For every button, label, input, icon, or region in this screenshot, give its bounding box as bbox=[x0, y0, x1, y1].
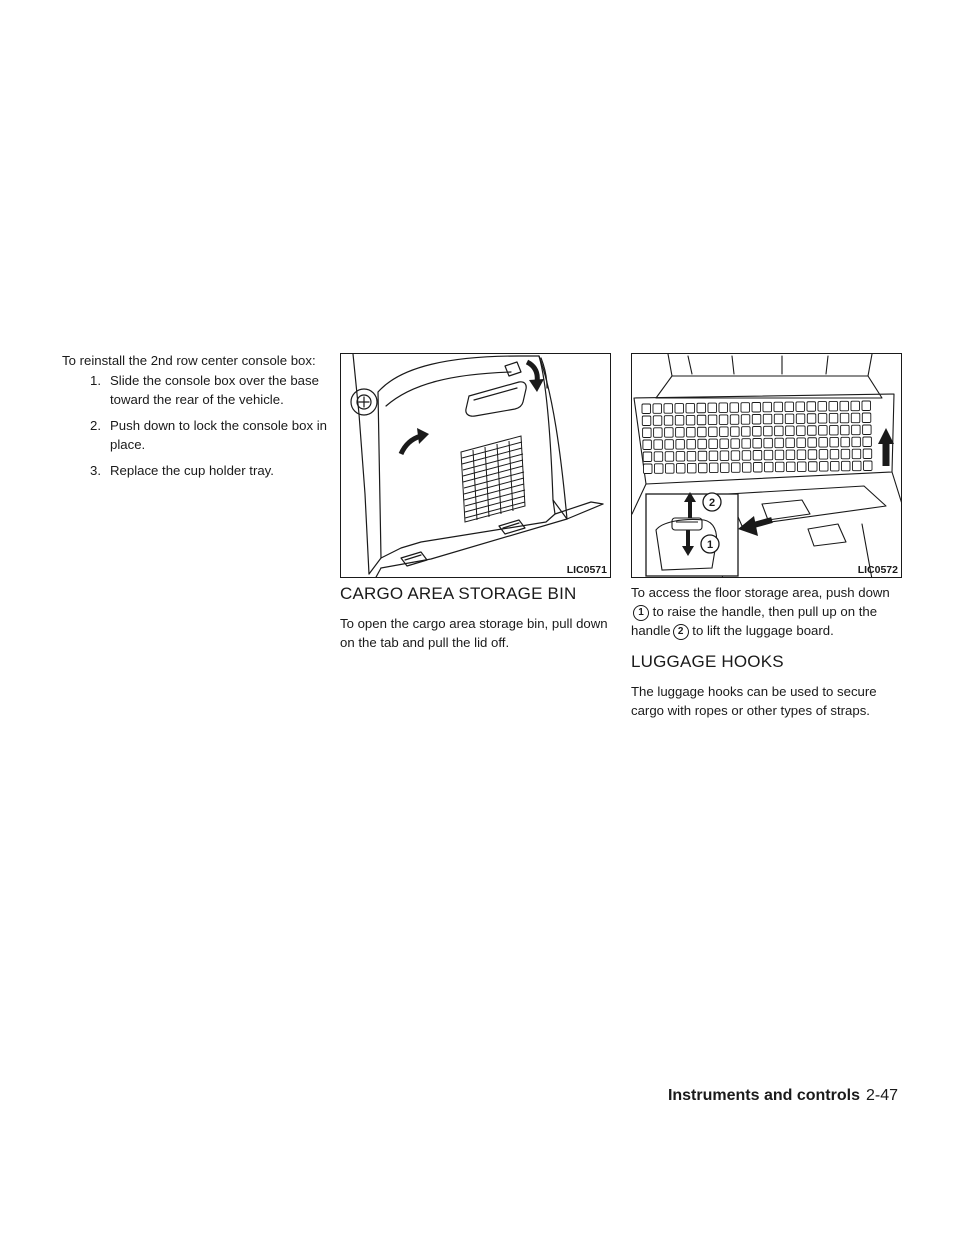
board-grid-cell bbox=[808, 438, 817, 448]
board-grid-cell bbox=[743, 463, 752, 473]
board-grid-cell bbox=[785, 414, 794, 424]
board-grid-cell bbox=[697, 403, 706, 413]
board-grid-cell bbox=[808, 450, 817, 460]
board-grid-cell bbox=[808, 426, 817, 436]
board-grid-cell bbox=[852, 437, 861, 447]
board-grid-cell bbox=[797, 438, 806, 448]
board-grid-cell bbox=[654, 452, 663, 462]
board-grid-cell bbox=[730, 403, 739, 413]
board-grid-cell bbox=[754, 463, 763, 473]
board-grid-cell bbox=[863, 449, 872, 459]
board-grid-cell bbox=[642, 404, 651, 414]
board-grid-cell bbox=[742, 427, 751, 437]
board-grid-cell bbox=[807, 402, 816, 412]
page-footer bbox=[668, 1086, 898, 1106]
board-grid-cell bbox=[687, 427, 696, 437]
board-grid-cell bbox=[642, 416, 651, 426]
board-grid-cell bbox=[653, 416, 662, 426]
right-column bbox=[631, 583, 906, 720]
callout-1: 1 bbox=[706, 539, 714, 551]
board-grid-cell bbox=[764, 450, 773, 460]
board-grid-cell bbox=[786, 438, 795, 448]
step-item bbox=[62, 461, 332, 480]
board-grid-cell bbox=[643, 452, 652, 462]
board-grid-cell bbox=[862, 413, 871, 423]
step-item bbox=[62, 416, 332, 454]
board-grid-cell bbox=[796, 414, 805, 424]
board-grid-cell bbox=[841, 449, 850, 459]
board-grid-cell bbox=[731, 451, 740, 461]
figure-code: LIC0571 bbox=[566, 564, 607, 576]
board-grid-cell bbox=[774, 402, 783, 412]
board-grid-cell bbox=[676, 428, 685, 438]
luggage-board-illustration bbox=[632, 354, 902, 578]
figure-luggage-board bbox=[631, 353, 902, 578]
board-grid-cell bbox=[653, 404, 662, 414]
board-grid-cell bbox=[709, 451, 718, 461]
section-title: Instruments and controls bbox=[667, 1087, 860, 1104]
board-grid-cell bbox=[764, 438, 773, 448]
board-grid-cell bbox=[675, 416, 684, 426]
board-grid-cell bbox=[708, 403, 717, 413]
board-grid-cell bbox=[643, 428, 652, 438]
board-grid-cell bbox=[775, 438, 784, 448]
board-grid-cell bbox=[840, 401, 849, 411]
board-grid-cell bbox=[720, 451, 729, 461]
board-grid-cell bbox=[710, 463, 719, 473]
cargo-side-panel-illustration bbox=[341, 354, 611, 578]
board-grid-cell bbox=[687, 451, 696, 461]
board-grid-cell bbox=[863, 437, 872, 447]
board-grid-cell bbox=[863, 425, 872, 435]
board-grid-cell bbox=[708, 415, 717, 425]
board-grid-cell bbox=[841, 425, 850, 435]
board-grid-cell bbox=[730, 415, 739, 425]
board-grid-cell bbox=[753, 427, 762, 437]
board-grid-cell bbox=[807, 414, 816, 424]
step-number: 3. bbox=[90, 463, 101, 478]
board-grid-cell bbox=[786, 450, 795, 460]
board-grid-cell bbox=[720, 439, 729, 449]
board-grid-cell bbox=[698, 427, 707, 437]
cargo-bin-body: To open the cargo area storage bin, pull down on the tab and pull the lid off. bbox=[340, 616, 608, 650]
board-grid-cell bbox=[829, 401, 838, 411]
board-grid-cell bbox=[798, 462, 807, 472]
board-grid-cell bbox=[818, 414, 827, 424]
board-grid-cell bbox=[732, 463, 741, 473]
figure-code: LIC0572 bbox=[857, 564, 898, 576]
board-grid-cell bbox=[664, 416, 673, 426]
reinstall-intro: To reinstall the 2nd row center console box: bbox=[62, 353, 316, 368]
board-grid-cell bbox=[719, 415, 728, 425]
luggage-hooks-heading: LUGGAGE HOOKS bbox=[631, 652, 784, 671]
board-grid-cell bbox=[785, 402, 794, 412]
floor-storage-text bbox=[631, 583, 906, 640]
board-grid-cell bbox=[787, 462, 796, 472]
step-text: Slide the console box over the base toward the rear of the vehicle. bbox=[110, 373, 319, 407]
board-grid-cell bbox=[830, 449, 839, 459]
cargo-bin-heading: CARGO AREA STORAGE BIN bbox=[340, 584, 577, 603]
board-grid-cell bbox=[796, 402, 805, 412]
board-grid-cell bbox=[654, 428, 663, 438]
board-grid-cell bbox=[862, 401, 871, 411]
board-grid-cell bbox=[654, 440, 663, 450]
board-grid-cell bbox=[864, 461, 873, 471]
board-grid-cell bbox=[819, 438, 828, 448]
board-grid-cell bbox=[753, 439, 762, 449]
board-grid-cell bbox=[851, 401, 860, 411]
board-grid-cell bbox=[709, 427, 718, 437]
step-text: Replace the cup holder tray. bbox=[110, 463, 274, 478]
board-grid-cell bbox=[742, 439, 751, 449]
board-grid-cell bbox=[677, 464, 686, 474]
board-grid-cell bbox=[665, 452, 674, 462]
luggage-hooks-body: The luggage hooks can be used to secure cargo with ropes or other types of straps. bbox=[631, 684, 877, 718]
reinstall-steps bbox=[62, 371, 332, 480]
board-grid-cell bbox=[742, 451, 751, 461]
board-grid-cell bbox=[709, 439, 718, 449]
board-grid-cell bbox=[687, 439, 696, 449]
board-grid-cell bbox=[644, 464, 653, 474]
board-grid-cell bbox=[643, 440, 652, 450]
board-grid-cell bbox=[763, 414, 772, 424]
step-text: Push down to lock the console box in place. bbox=[110, 418, 327, 452]
board-grid-cell bbox=[776, 462, 785, 472]
board-grid-cell bbox=[731, 439, 740, 449]
board-grid-cell bbox=[853, 461, 862, 471]
board-grid-cell bbox=[688, 463, 697, 473]
board-grid-cell bbox=[818, 402, 827, 412]
board-grid-cell bbox=[840, 413, 849, 423]
step-item bbox=[62, 371, 332, 409]
floor-storage-text-a: To access the floor storage area, push down bbox=[631, 585, 890, 600]
board-grid-cell bbox=[765, 462, 774, 472]
page-number: 2-47 bbox=[865, 1087, 898, 1104]
board-grid-cell bbox=[698, 451, 707, 461]
floor-storage-text-c: to lift the luggage board. bbox=[692, 623, 834, 638]
board-grid-cell bbox=[752, 415, 761, 425]
board-grid-cell bbox=[820, 462, 829, 472]
board-grid-cell bbox=[809, 462, 818, 472]
ref-2-badge: 2 bbox=[673, 624, 689, 640]
board-grid-cell bbox=[852, 449, 861, 459]
board-grid-cell bbox=[664, 404, 673, 414]
board-grid-cell bbox=[721, 463, 730, 473]
board-grid-cell bbox=[831, 461, 840, 471]
board-grid-cell bbox=[676, 440, 685, 450]
step-number: 1. bbox=[90, 373, 101, 388]
board-grid-cell bbox=[731, 427, 740, 437]
board-grid-cell bbox=[699, 463, 708, 473]
board-grid-cell bbox=[829, 413, 838, 423]
left-column bbox=[62, 351, 332, 487]
board-grid-cell bbox=[819, 426, 828, 436]
ref-1-badge: 1 bbox=[633, 605, 649, 621]
board-grid-cell bbox=[655, 464, 664, 474]
board-grid-cell bbox=[665, 428, 674, 438]
board-grid-cell bbox=[666, 464, 675, 474]
board-grid-cell bbox=[797, 426, 806, 436]
figure-cargo-storage-bin bbox=[340, 353, 611, 578]
board-grid-cell bbox=[675, 404, 684, 414]
board-grid-cell bbox=[764, 426, 773, 436]
board-grid-cell bbox=[797, 450, 806, 460]
board-grid-cell bbox=[830, 425, 839, 435]
step-number: 2. bbox=[90, 418, 101, 433]
callout-2: 2 bbox=[708, 497, 716, 509]
board-grid-cell bbox=[851, 413, 860, 423]
board-grid-cell bbox=[763, 402, 772, 412]
board-grid-cell bbox=[741, 415, 750, 425]
board-grid-cell bbox=[720, 427, 729, 437]
board-grid-cell bbox=[752, 403, 761, 413]
board-grid-cell bbox=[841, 437, 850, 447]
board-grid-cell bbox=[819, 450, 828, 460]
board-grid-cell bbox=[741, 403, 750, 413]
board-grid-cell bbox=[753, 451, 762, 461]
floor-storage-text-b: to raise the handle, then pull up on the handle bbox=[631, 604, 878, 638]
board-grid-cell bbox=[719, 403, 728, 413]
board-grid-cell bbox=[786, 426, 795, 436]
middle-column bbox=[340, 584, 615, 652]
board-grid-cell bbox=[852, 425, 861, 435]
board-grid-cell bbox=[697, 415, 706, 425]
board-grid-cell bbox=[830, 437, 839, 447]
board-grid-cell bbox=[775, 450, 784, 460]
board-grid-cell bbox=[686, 403, 695, 413]
board-grid-cell bbox=[774, 414, 783, 424]
board-grid-cell bbox=[665, 440, 674, 450]
board-grid-cell bbox=[698, 439, 707, 449]
board-grid-cell bbox=[775, 426, 784, 436]
board-grid-cell bbox=[842, 461, 851, 471]
board-grid-cell bbox=[676, 452, 685, 462]
board-grid-cell bbox=[686, 415, 695, 425]
